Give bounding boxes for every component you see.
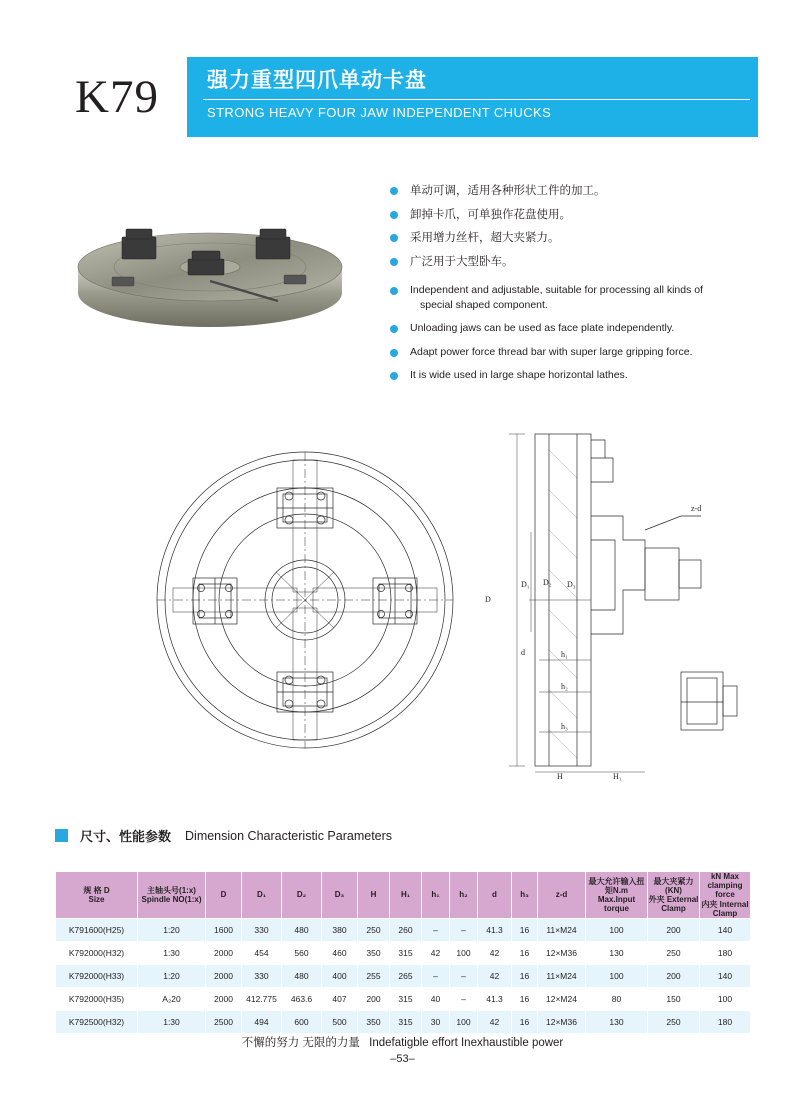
cell-d: 42: [478, 941, 512, 964]
col-head-spindle: 主轴头号(1:x) Spindle NO(1:x): [138, 872, 206, 919]
section-marker-icon: [55, 829, 68, 842]
cell-H1: 265: [390, 964, 422, 987]
cell-D3: 380: [322, 918, 358, 941]
feature-text: Unloading jaws can be used as face plate independently.: [410, 322, 675, 335]
header-title-cn: 强力重型四爪单动卡盘: [207, 69, 427, 92]
col-head-h3: h₃: [512, 872, 538, 919]
cell-D: 2000: [206, 941, 242, 964]
cell-D2: 463.6: [282, 987, 322, 1010]
cell-zd: 11×M24: [538, 918, 586, 941]
cell-spindle: 1:30: [138, 1010, 206, 1033]
header-band: [187, 55, 758, 139]
spec-table-wrapper: [55, 871, 750, 1034]
cell-d: 41.3: [478, 918, 512, 941]
cell-H1: 315: [390, 941, 422, 964]
dim-label-h2: h₂: [561, 682, 568, 691]
dim-label-D2: D₂: [543, 578, 552, 587]
cell-h2: 100: [450, 941, 478, 964]
cell-D: 1600: [206, 918, 242, 941]
cell-D: 2000: [206, 964, 242, 987]
dim-label-h1: h₁: [561, 650, 568, 659]
cell-torque: 100: [586, 964, 648, 987]
cell-spindle: A₂20: [138, 987, 206, 1010]
cell-h3: 16: [512, 1010, 538, 1033]
cell-internal: 100: [700, 987, 751, 1010]
cell-H: 200: [358, 987, 390, 1010]
feature-text: 广泛用于大型卧车。: [410, 256, 514, 269]
features-en-list: [390, 283, 760, 391]
col-head-zd: z-d: [538, 872, 586, 919]
cell-D1: 330: [242, 964, 282, 987]
cell-torque: 100: [586, 918, 648, 941]
footer-slogan-cn: 不懈的努力 无限的力量: [241, 1037, 360, 1049]
cell-h1: –: [422, 918, 450, 941]
cell-h1: –: [422, 964, 450, 987]
bullet-icon: [390, 258, 398, 266]
dim-label-h3: h₃: [561, 722, 568, 731]
cell-H1: 260: [390, 918, 422, 941]
cell-D3: 460: [322, 941, 358, 964]
product-code-badge: [47, 55, 187, 139]
table-row: [56, 1010, 751, 1033]
feature-text-continued: special shaped component.: [420, 299, 548, 312]
list-item: [390, 321, 760, 336]
dim-label-zd: z-d: [691, 504, 702, 513]
table-header-row: [56, 872, 751, 919]
cell-size: K791600(H25): [56, 918, 138, 941]
cell-h1: 30: [422, 1010, 450, 1033]
product-photo: [60, 175, 350, 340]
bullet-icon: [390, 187, 398, 195]
cell-h3: 16: [512, 918, 538, 941]
dim-label-H: H: [557, 772, 563, 781]
cell-torque: 130: [586, 1010, 648, 1033]
cell-h2: –: [450, 964, 478, 987]
cell-d: 41.3: [478, 987, 512, 1010]
cell-D3: 407: [322, 987, 358, 1010]
bullet-icon: [390, 372, 398, 380]
cell-internal: 180: [700, 941, 751, 964]
cell-D3: 400: [322, 964, 358, 987]
page-number: –53–: [390, 1053, 415, 1065]
cell-h2: –: [450, 918, 478, 941]
cell-external: 200: [648, 964, 700, 987]
col-head-D1: D₁: [242, 872, 282, 919]
list-item: [390, 230, 750, 247]
list-item: [390, 368, 760, 383]
cell-size: K792000(H35): [56, 987, 138, 1010]
cell-H: 250: [358, 918, 390, 941]
spec-table: [55, 871, 751, 1034]
features-cn-list: [390, 183, 750, 278]
feature-text: 卸掉卡爪，可单独作花盘使用。: [410, 208, 571, 221]
cell-H1: 315: [390, 987, 422, 1010]
cell-external: 250: [648, 1010, 700, 1033]
col-head-d: d: [478, 872, 512, 919]
table-row: [56, 918, 751, 941]
section-title: [55, 826, 392, 845]
header-title-en: STRONG HEAVY FOUR JAW INDEPENDENT CHUCKS: [207, 105, 552, 120]
cell-size: K792500(H32): [56, 1010, 138, 1033]
col-head-H: H: [358, 872, 390, 919]
dim-label-H1: H₁: [613, 772, 622, 781]
list-item: [390, 183, 750, 200]
cell-H1: 315: [390, 1010, 422, 1033]
col-head-internal-clamp: kN Max clamping force 内夹 Internal Clamp: [701, 872, 749, 918]
list-item: [390, 345, 760, 360]
cell-spindle: 1:20: [138, 964, 206, 987]
cell-torque: 130: [586, 941, 648, 964]
cell-h3: 16: [512, 941, 538, 964]
cell-h2: 100: [450, 1010, 478, 1033]
cell-spindle: 1:30: [138, 941, 206, 964]
col-head-external-clamp: 最大夹紧力(KN) 外夹 External Clamp: [648, 872, 700, 919]
footer-slogan-en: Indefatigble effort Inexhaustible power: [369, 1037, 564, 1049]
cell-zd: 11×M24: [538, 964, 586, 987]
section-view-drawing: [485, 420, 755, 781]
dim-label-D1: D₁: [521, 580, 530, 589]
bullet-icon: [390, 211, 398, 219]
bullet-icon: [390, 325, 398, 333]
cell-h3: 16: [512, 987, 538, 1010]
cell-D: 2500: [206, 1010, 242, 1033]
bullet-icon: [390, 234, 398, 242]
cell-d: 42: [478, 1010, 512, 1033]
cell-internal: 140: [700, 918, 751, 941]
cell-h1: 42: [422, 941, 450, 964]
front-view-drawing: [155, 420, 455, 780]
cell-H: 255: [358, 964, 390, 987]
cell-external: 200: [648, 918, 700, 941]
cell-D: 2000: [206, 987, 242, 1010]
cell-D1: 330: [242, 918, 282, 941]
bullet-icon: [390, 287, 398, 295]
cell-H: 350: [358, 1010, 390, 1033]
product-code: K79: [75, 71, 159, 123]
feature-text: 单动可调，适用各种形状工件的加工。: [410, 185, 606, 197]
col-head-size: 规 格 D Size: [56, 872, 138, 919]
cell-internal: 180: [700, 1010, 751, 1033]
cell-h3: 16: [512, 964, 538, 987]
cell-H: 350: [358, 941, 390, 964]
cell-D2: 480: [282, 964, 322, 987]
cell-zd: 12×M24: [538, 987, 586, 1010]
col-head-D2: D₂: [282, 872, 322, 919]
table-row: [56, 941, 751, 964]
table-body: [56, 918, 751, 1033]
cell-spindle: 1:20: [138, 918, 206, 941]
col-head-h2: h₂: [450, 872, 478, 919]
cell-internal: 140: [700, 964, 751, 987]
cell-zd: 12×M36: [538, 1010, 586, 1033]
list-item: [390, 207, 750, 224]
feature-text: Independent and adjustable, suitable for processing all kinds of: [410, 284, 704, 296]
cell-external: 250: [648, 941, 700, 964]
dim-label-D: D: [485, 595, 491, 604]
col-head-h1: h₁: [422, 872, 450, 919]
footer-slogan: [0, 1034, 805, 1050]
section-title-en: Dimension Characteristic Parameters: [185, 828, 393, 843]
header-divider: [203, 99, 750, 100]
list-item: [390, 254, 750, 271]
cell-d: 42: [478, 964, 512, 987]
cell-D2: 560: [282, 941, 322, 964]
feature-text: It is wide used in large shape horizontal lathes.: [410, 368, 628, 381]
cell-D2: 480: [282, 918, 322, 941]
technical-drawings: [40, 410, 765, 790]
table-row: [56, 987, 751, 1010]
table-row: [56, 964, 751, 987]
feature-text: Adapt power force thread bar with super large gripping force.: [410, 345, 693, 358]
cell-torque: 80: [586, 987, 648, 1010]
col-head-D3: D₃: [322, 872, 358, 919]
col-head-D: D: [206, 872, 242, 919]
cell-D1: 412.775: [242, 987, 282, 1010]
bullet-icon: [390, 349, 398, 357]
feature-text: 采用增力丝杆，超大夹紧力。: [410, 232, 560, 245]
col-head-torque: 最大允许输入扭矩N.m Max.Input torque: [586, 872, 648, 919]
cell-zd: 12×M36: [538, 941, 586, 964]
list-item: [390, 283, 760, 313]
dim-label-D3: D₃: [567, 580, 576, 589]
col-head-H1: H₁: [390, 872, 422, 919]
page-header: [47, 55, 758, 139]
dim-label-d: d: [521, 648, 525, 657]
cell-size: K792000(H32): [56, 941, 138, 964]
section-title-cn: 尺寸、性能参数: [80, 829, 172, 844]
cell-h1: 40: [422, 987, 450, 1010]
cell-external: 150: [648, 987, 700, 1010]
cell-h2: –: [450, 987, 478, 1010]
cell-D3: 500: [322, 1010, 358, 1033]
cell-D2: 600: [282, 1010, 322, 1033]
cell-D1: 494: [242, 1010, 282, 1033]
cell-size: K792000(H33): [56, 964, 138, 987]
cell-D1: 454: [242, 941, 282, 964]
